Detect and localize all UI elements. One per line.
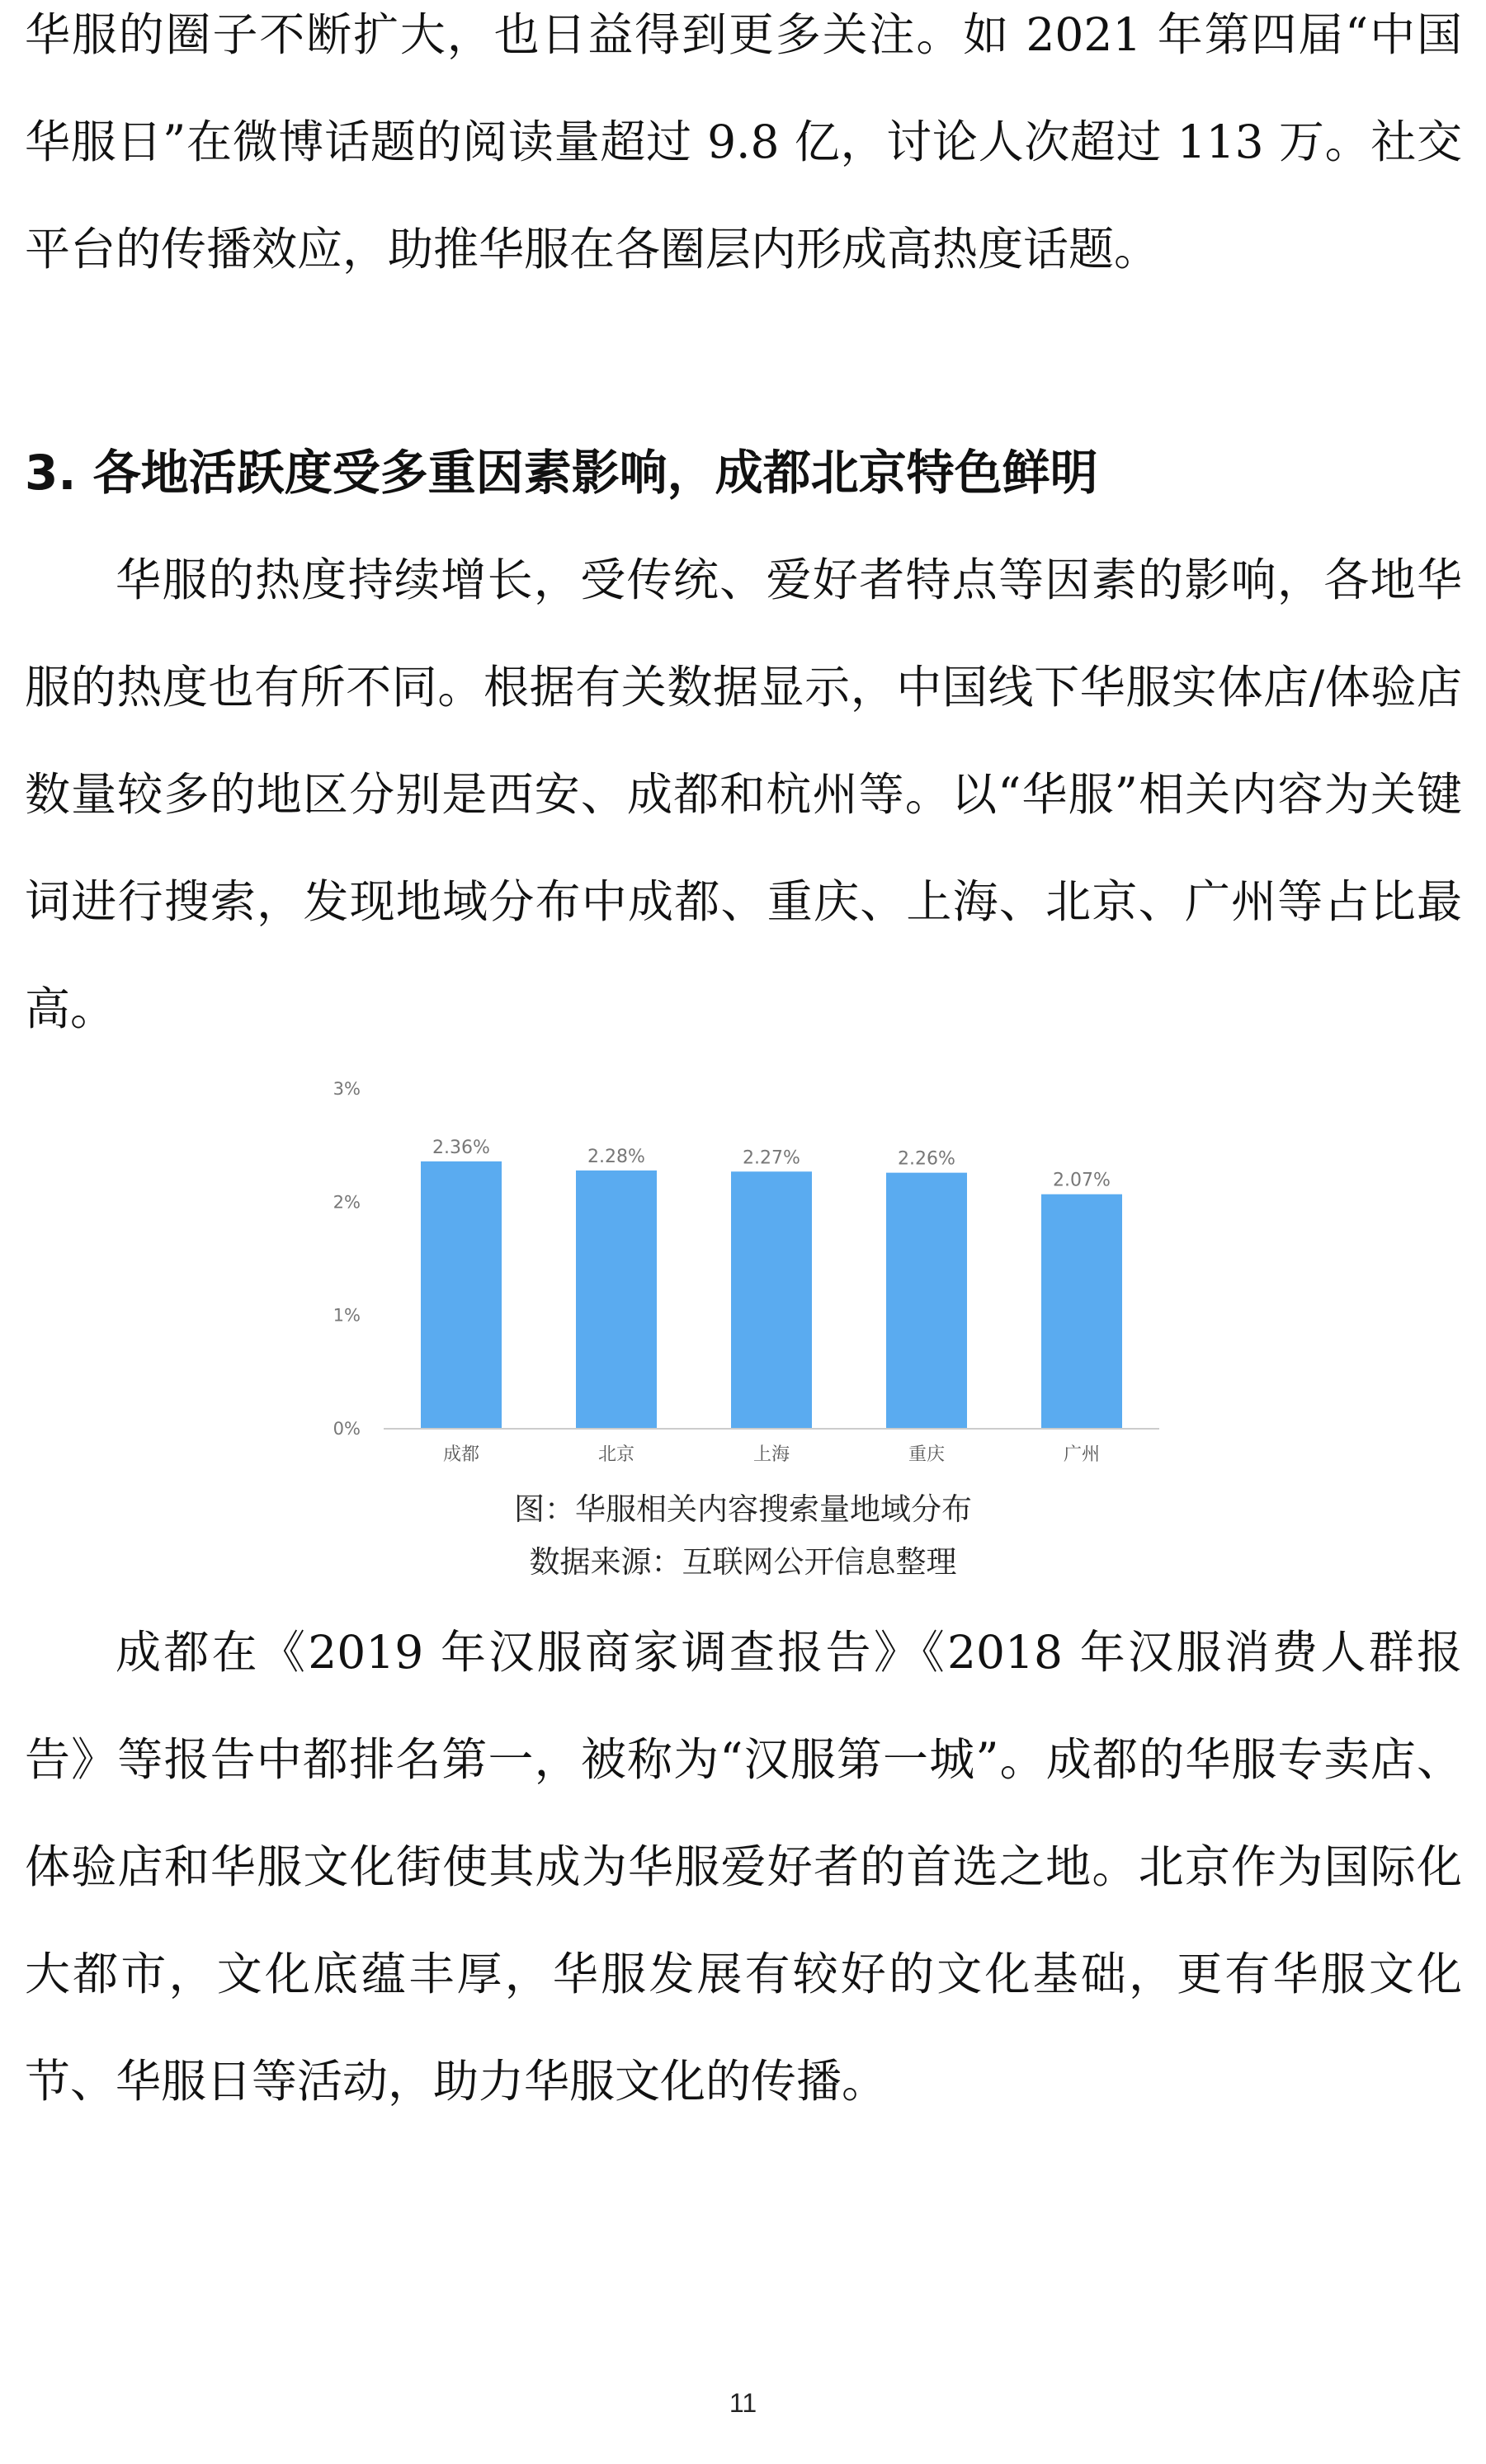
paragraph-2: 华服的热度持续增长，受传统、爱好者特点等因素的影响，各地华服的热度也有所不同。根据有关数据显示，中国线下华服实体店/体验店数量较多的地区分别是西安、成都和杭州等。以“华服”相关内容为关键词进行搜索，发现地域分布中成都、重庆、上海、北京、广州等占比最高。 <box>25 554 1462 1035</box>
x-tick-label: 北京 <box>597 1444 635 1465</box>
page-number: 11 <box>729 2388 757 2418</box>
paragraph-1: 华服的圈子不断扩大，也日益得到更多关注。如 2021 年第四届“中国华服日”在微博话题的阅读量超过 9.8 亿，讨论人次超过 113 万。社交平台的传播效应，助推华服在各圈层内形成高热度话题。 <box>25 8 1462 276</box>
y-tick-label: 1% <box>333 1305 361 1326</box>
data-label: 2.26% <box>898 1148 955 1170</box>
bar <box>731 1171 812 1429</box>
x-tick-label: 重庆 <box>908 1444 946 1465</box>
bar <box>886 1173 967 1429</box>
y-tick-label: 3% <box>333 1079 361 1099</box>
chart-caption-source: 数据来源：互联网公开信息整理 <box>529 1544 957 1580</box>
bar-chart <box>326 1064 1176 1493</box>
x-tick-label: 上海 <box>752 1444 790 1465</box>
chart-caption-title: 图：华服相关内容搜索量地域分布 <box>514 1491 972 1527</box>
x-tick-label: 成都 <box>442 1444 480 1465</box>
bar <box>1041 1194 1122 1429</box>
bar <box>576 1171 657 1429</box>
paragraph-3: 成都在《2019 年汉服商家调查报告》《2018 年汉服消费人群报告》等报告中都排名第一，被称为“汉服第一城”。成都的华服专卖店、体验店和华服文化街使其成为华服爱好者的首选之地。北京作为国际化大都市，文化底蕴丰厚，华服发展有较好的文化基础，更有华服文化节、华服日等活动，助力华服文化的传播。 <box>25 1626 1462 2108</box>
y-tick-label: 0% <box>333 1419 361 1439</box>
data-label: 2.27% <box>743 1147 800 1169</box>
data-label: 2.28% <box>587 1146 645 1167</box>
y-tick-label: 2% <box>333 1192 361 1213</box>
x-tick-label: 广州 <box>1063 1444 1101 1465</box>
section-heading: 3. 各地活跃度受多重因素影响，成都北京特色鲜明 <box>25 445 1098 501</box>
bar <box>421 1161 502 1429</box>
data-label: 2.07% <box>1053 1170 1111 1191</box>
data-label: 2.36% <box>432 1137 490 1158</box>
